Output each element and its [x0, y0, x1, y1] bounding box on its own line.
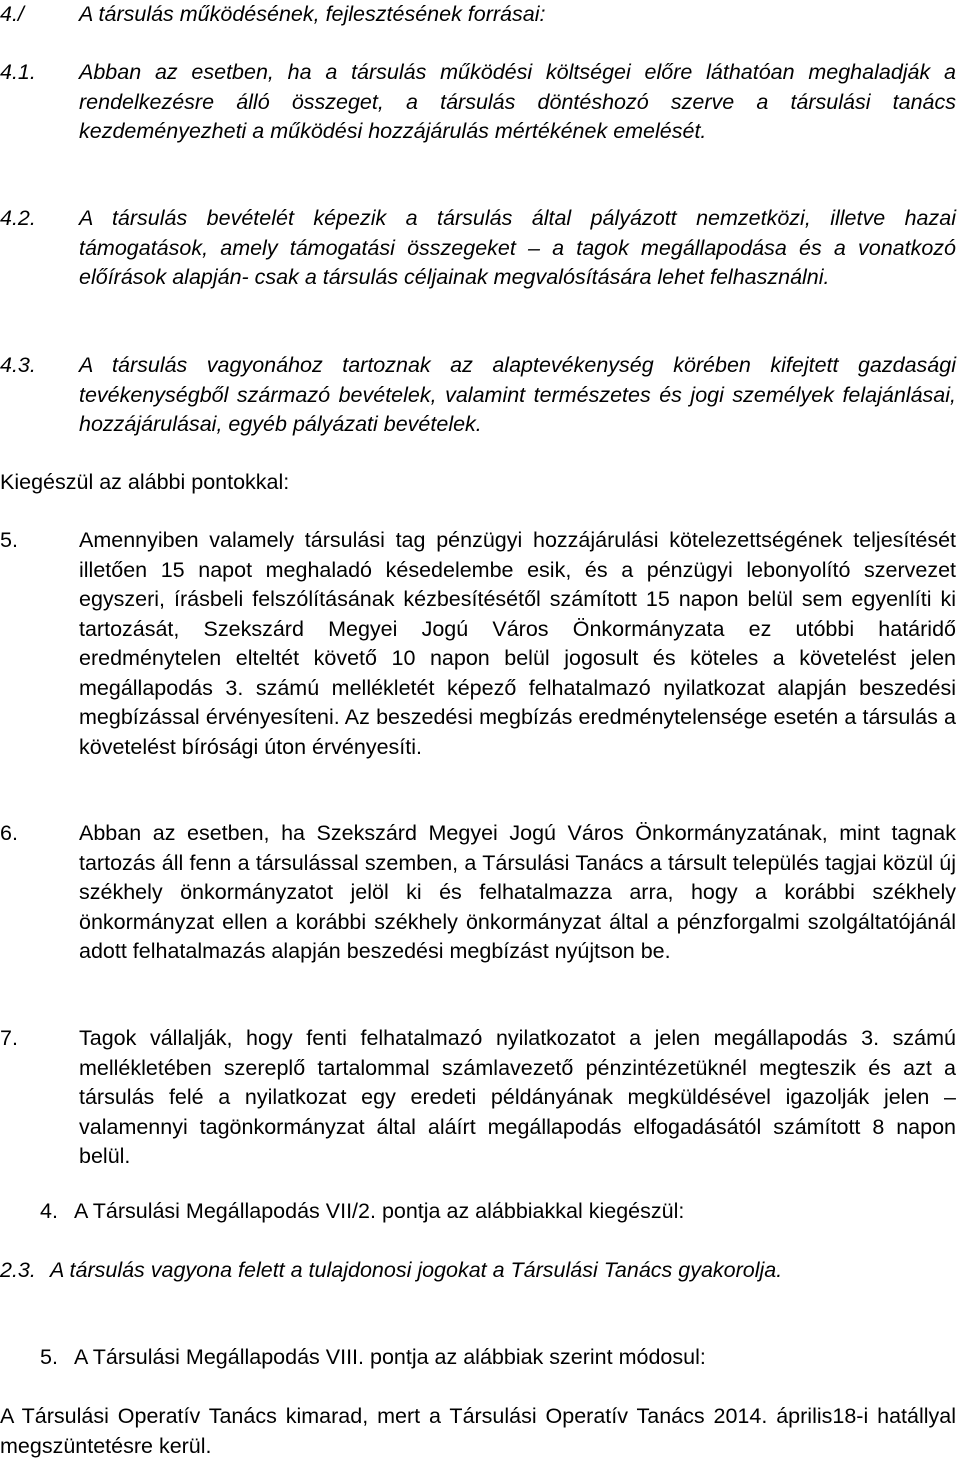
final-paragraph: A Társulási Operatív Tanács kimarad, mert a Társulási Operatív Tanács 2014. április18-i hatállyal megszüntetésre kerül. [0, 1404, 956, 1458]
item-4-1-text: Abban az esetben, ha a társulás működési költségei előre láthatóan meghaladják a rendelkezésre álló összeget, a társulás döntéshozó szerve a társulási tanács kezdeményezheti a működési hozzájárulás mértékének emelését. [79, 60, 956, 143]
item-2-3-text: A társulás vagyona felett a tulajdonosi jogokat a Társulási Tanács gyakorolja. [50, 1258, 783, 1282]
supplement-item-5-number: 5. [0, 528, 18, 552]
supplement-item-6-number: 6. [0, 821, 18, 845]
supplement-item-7-text: Tagok vállalják, hogy fenti felhatalmazó nyilatkozatot a jelen megállapodás 3. számú mellékletében szereplő tartalommal számlavezető pénzintézetüknél megteszik és azt a társulás felé a nyilatkozat egy eredeti példányának megküldésével igazolják jelen – valamennyi tagönkormányzat által aláírt megállapodás elfogadásától számított 8 napon belül. [79, 1026, 956, 1168]
amendment-5-text: A Társulási Megállapodás VIII. pontja az alábbiak szerint módosul: [74, 1345, 706, 1369]
supplement-intro: Kiegészül az alábbi pontokkal: [0, 470, 290, 494]
amendment-4-text: A Társulási Megállapodás VII/2. pontja az alábbiakkal kiegészül: [74, 1199, 685, 1223]
item-4-3-number: 4.3. [0, 353, 36, 377]
amendment-5-number: 5. [40, 1345, 58, 1369]
item-4-2-number: 4.2. [0, 206, 36, 230]
item-4-2-text: A társulás bevételét képezik a társulás által pályázott nemzetközi, illetve hazai támogatások, amely támogatási összegeket – a tagok megállapodása és a vonatkozó előírások alapján- csak a társulás céljainak megvalósítására lehet felhasználni. [79, 206, 956, 289]
supplement-item-5-text: Amennyiben valamely társulási tag pénzügyi hozzájárulási kötelezettségének teljesítését illetően 15 napot meghaladó késedelembe esik, és a pénzügyi lebonyolító szervezet egyszeri, írásbeli felszólításának kézbesítésétől számított 15 napon belül sem egyenlíti ki tartozását, Szekszárd Megyei Jogú Város Önkormányzata ez utóbbi határidő eredménytelen elteltét követő 10 napon belül jogosult és köteles a követelést jelen megállapodás 3. számú mellékletét képező felhatalmazó nyilatkozat alapján beszedési megbízással érvényesíteni. Az beszedési megbízás eredménytelensége esetén a társulás a követelést bírósági úton érvényesíti. [79, 528, 956, 759]
section-4-number: 4./ [0, 2, 24, 26]
supplement-item-7-number: 7. [0, 1026, 18, 1050]
item-2-3-number: 2.3. [0, 1258, 36, 1282]
section-4-title: A társulás működésének, fejlesztésének forrásai: [79, 2, 546, 26]
item-4-1-number: 4.1. [0, 60, 36, 84]
supplement-item-6-text: Abban az esetben, ha Szekszárd Megyei Jogú Város Önkormányzatának, mint tagnak tartozás áll fenn a társulással szemben, a Társulási Tanács a társult település tagjai közül új székhely önkormányzatot jelöl ki és felhatalmazza arra, hogy a korábbi székhely önkormányzat ellen a korábbi székhely önkormányzat által a pénzforgalmi szolgáltatójánál adott felhatalmazás alapján beszedési megbízást nyújtson be. [79, 821, 956, 963]
item-4-3-text: A társulás vagyonához tartoznak az alaptevékenység körében kifejtett gazdasági tevékenységből származó bevételek, valamint természetes és jogi személyek felajánlásai, hozzájárulásai, egyéb pályázati bevételek. [79, 353, 956, 436]
amendment-4-number: 4. [40, 1199, 58, 1223]
